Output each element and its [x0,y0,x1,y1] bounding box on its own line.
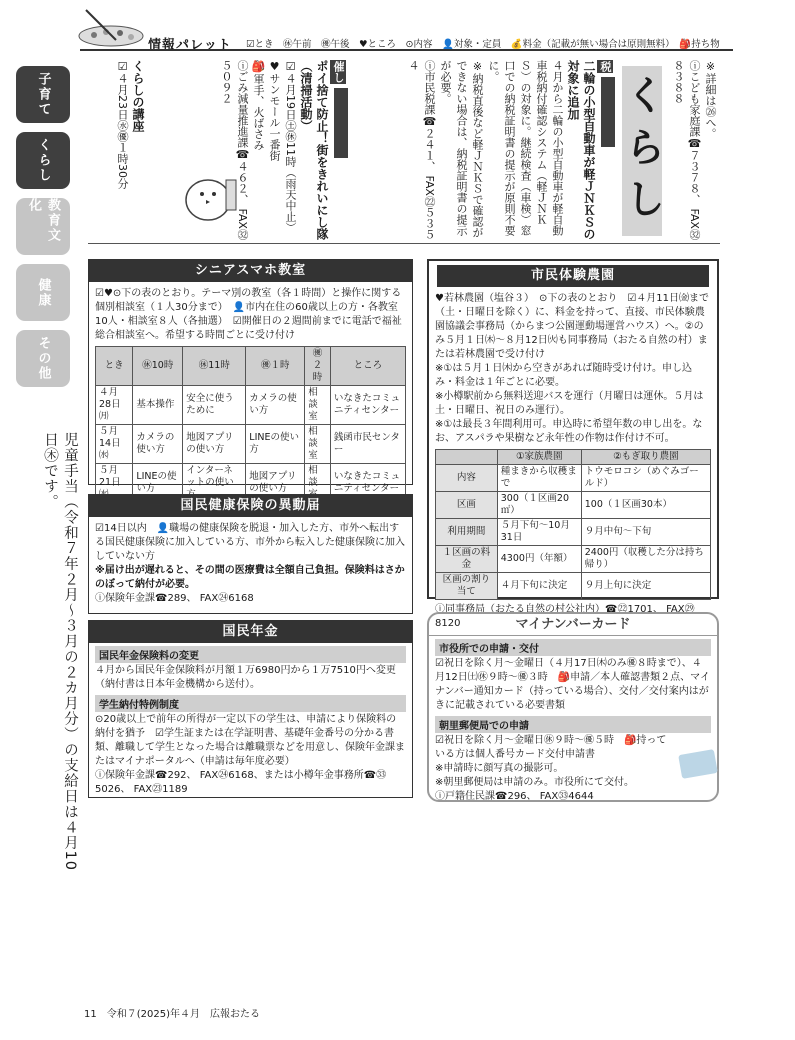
nenkin-contact: ⓘ保険年金課☎292、 FAX㉔6168、または小樽年金事務所☎㉝5026、 FAX㉓1189 [95,770,387,795]
cell: 銭函市民センター [330,425,405,464]
badge-blocks [601,77,615,147]
table-row [436,546,711,573]
side-tab-education[interactable]: 教育文化 [16,198,70,255]
cell: ９月中旬〜下旬 [581,519,710,546]
cell: ９月上旬に決定 [581,573,710,600]
cell: ５月21日 [96,464,133,503]
palette-icon [76,8,146,48]
cell: カメラの使い方 [133,425,183,464]
cell: 100（１区画30本） [581,492,710,519]
kokuho-body: ☑14日以内 👤職場の健康保険を脱退・加入した方、市外へ転出する国民健康保険に加入している方、市外から転入した健康保険に加入していない方 [95,523,405,562]
side-tab-childcare[interactable]: 子育て [16,66,70,123]
cell: 300（１区画20㎡） [497,492,581,519]
nenkin-sub2: 学生納付特例制度 [95,695,406,712]
section-divider [88,243,720,244]
kurashi-course-detail [668,60,718,240]
nenkin-body1: ４月から国民年金保険料が月額１万6980円から１万7510円へ変更（納付書は日本年金機構から送付）。 [95,665,396,690]
kokuho-contact: ⓘ保険年金課☎289、 FAX㉔6168 [95,593,254,604]
th-13: ㊝１時 [246,347,305,386]
cell: ４月下旬に決定 [497,573,581,600]
mynumber-note-2: ※朝里郵便局は申請のみ。市役所にて交付。 [435,777,634,788]
table-row [436,519,711,546]
cell: LINEの使い方 [133,464,183,503]
cleanup-items: 🎒軍手、火ばさみ [252,60,265,151]
cell: LINEの使い方 [246,425,305,464]
cell: 4300円（年額） [497,546,581,573]
tax-note: ※納税直後など軽ＪＮＫＳで確認ができない場合は、納税証明書の提示が必要。 [439,60,484,238]
tax-badge: 税 [599,61,612,72]
cell: ４月28日㈪ [96,386,133,425]
side-tab-other[interactable]: その他 [16,330,70,387]
cleanup-contact: ⓘごみ減量推進課☎４６２、 FAX㉜５０９２ [220,60,249,240]
table-row [436,573,711,600]
table-row [96,386,406,425]
th-place: ところ [330,347,405,386]
th-10: ㊡10時 [133,347,183,386]
cell: 種まきから収穫まで [497,465,581,492]
cell: ５月下旬〜10月31日 [497,519,581,546]
cell: いなきたコミュニティセンター [330,386,405,425]
farm-contact: ⓘ同事務局（おたる自然の村公社内）☎㉒1701、 FAX㉙8120 [435,604,695,629]
cell: 2400円（収穫した分は持ち帰り） [581,546,710,573]
cell: カメラの使い方 [246,386,305,425]
cell: ５月14日㈬ [96,425,133,464]
course-title: くらしの講座 [131,60,145,132]
th-blank [436,450,498,465]
th-family: ①家族農園 [497,450,581,465]
cleanup-date: ☑４月19日㊏㊡11時（雨天中止） [284,60,297,233]
header-rule [80,49,733,51]
farm-body: ♥若林農園（塩谷３） ⊙下の表のとおり ☑４月11日㈮まで（土・日曜日を除く）に、料金を持って、直接、市民体験農園協議会事務局（からまつ公園運動場運営ハウス）へ。②のみ５月１日㈭〜８月12日㈫も同事務局（おたる自然の村）または若林農園で受け付け [435,293,710,360]
section-header-title: 情報パレット [148,38,232,53]
farm-note-2: ※小樽駅前から無料送迎バスを運行（月曜日は運休。５月は土・日曜日、祝日のみ運行）。 [435,391,704,416]
cell: 基本操作 [133,386,183,425]
cleanup-place: ♥サンモール一番街 [268,60,281,161]
mynumber-body2: ☑祝日を除く月〜金曜日㊡９時〜㊝５時 🎒持っている方は個人番号カード交付申請書 [435,735,667,760]
course-detail-note: ※詳細は㉖へ。 [704,60,717,139]
th-pick: ②もぎ取り農園 [581,450,710,465]
course-date: ☑４月23日㊌㊝１時30分 [116,60,129,189]
farm-note-3: ※①は最長３年間利用可。申込時に希望年数の申し出を。なお、アスパラや果樹など永年性の作物は作付け不可。 [435,419,703,444]
course-contact: ⓘこども家庭課☎７３７８、 FAX㉜８３８８ [672,60,701,240]
tax-article [350,60,615,240]
cell: トウモロコシ（めぐみゴールド） [581,465,710,492]
senior-body: ☑♥⊙下の表のとおり。テーマ別の教室（各１時間）と操作に関する個別相談室（１人30分まで） 👤市内在住の60歳以上の方・各教室10人・相談室８人（各抽選） ☑開催日の２週間前までに電話で福祉総合相談室へ。希望する時間ごとに受け付け [95,288,402,341]
senior-schedule-table [95,346,406,503]
farm-note-1: ※①は５月１日㈭から空きがあれば随時受け付け。申し込み・料金は１年ごとに必要。 [435,363,692,388]
nenkin-body2: ⊙20歳以上で前年の所得が一定以下の学生は、申請により保険料の納付を猶予 ☑学生証または在学証明書、基礎年金番号の分かる書類、離職して学生となった場合は離職票などを用意し、保険年金課またはマイナポータルへ（申請は毎年度必要） [95,714,405,767]
tax-body: ４月から二輪の小型自動車が軽自動車税納付確認システム（軽ＪＮＫＳ）の対象に。継続検査（車検）窓口での納税証明書の提示が原則不要に。 [487,60,564,236]
row-label: 利用期間 [436,519,498,546]
kokuho-note: ※届け出が遅れると、その間の医療費は全額自己負担。保険料はさかのぼって納付が必要。 [95,565,405,590]
nenkin-sub1: 国民年金保険料の変更 [95,646,406,663]
cell: 地図アプリの使い方 [183,425,246,464]
mynumber-sub2: 朝里郵便局での申請 [435,716,711,733]
page-footer: 11 令和７(2025)年４月 広報おたる [84,1009,260,1020]
national-pension-box [88,620,413,798]
senior-title: シニアスマホ教室 [89,260,412,282]
badge-blocks-2 [334,88,348,158]
side-tab-health[interactable]: 健康 [16,264,70,321]
course-article [86,60,146,240]
mynumber-sub1: 市役所での申請・交付 [435,639,711,656]
cell: インターネットの使い [183,464,246,503]
th-14: ㊝２時 [305,347,331,386]
child-allowance-note: 児童手当（令和７年２月〜３月の２カ月分）の支給日は４月10日㊍です。 [42,432,78,871]
senior-smartphone-box [88,259,413,494]
cell: 安全に使うために [183,386,246,425]
side-tab-living[interactable]: くらし [16,132,70,189]
farm-table [435,449,711,600]
tax-contact: ⓘ市民税課☎２４１、 FAX㉒５３５４ [407,60,436,240]
tax-title: 二輪の小型自動車が軽ＪＮＫＳの対象に追加 [566,60,596,240]
nenkin-title: 国民年金 [89,621,412,643]
kokuho-title: 国民健康保険の異動届 [89,495,412,517]
mynumber-contact: ⓘ戸籍住民課☎296、 FAX㉝4644 [435,791,594,802]
mynumber-card-box [427,612,719,802]
cell: 相談 [305,464,331,503]
table-row [96,425,406,464]
cell: 地図アプリの使い方 [246,464,305,503]
cell: いなきたコミュニティセンター [330,464,405,503]
row-label: １区画の料金 [436,546,498,573]
chick-mascot-icon [180,150,240,225]
mynumber-body1: ☑祝日を除く月〜金曜日（４月17日㈭のみ㊝８時まで）、４月12日㈯㊡９時〜㊝３時 🎒申請／本人確認書類２点、マイナンバー通知カード（持っている場合）、交付／交付案内はがきに記載されている必要書類 [435,658,710,711]
mynumber-title: マイナンバーカード [429,614,717,636]
icon-legend: ☑とき ㊡午前 ㊝午後 ♥ところ ⊙内容 👤対象・定員 💰料金（記載が無い場合は原則無料） 🎒持ち物 [246,39,720,50]
health-insurance-box [88,494,413,614]
th-date: とき [96,347,133,386]
table-row [436,465,711,492]
table-row [436,492,711,519]
kurashi-heading: くらし [619,74,665,230]
mynumber-note-1: ※申請時に顔写真の撮影可。 [435,763,564,774]
row-label: 区画 [436,492,498,519]
row-label: 内容 [436,465,498,492]
row-label: 区画の割り当て [436,573,498,600]
event-badge: 催し [332,61,345,83]
cell: 相談室 [305,386,331,425]
cleanup-title: ポイ捨て防止！街をきれいにし隊（清掃活動） [299,60,329,240]
th-11: ㊡11時 [183,347,246,386]
farm-title: 市民体験農園 [437,265,709,287]
cell: 相談室 [305,425,331,464]
